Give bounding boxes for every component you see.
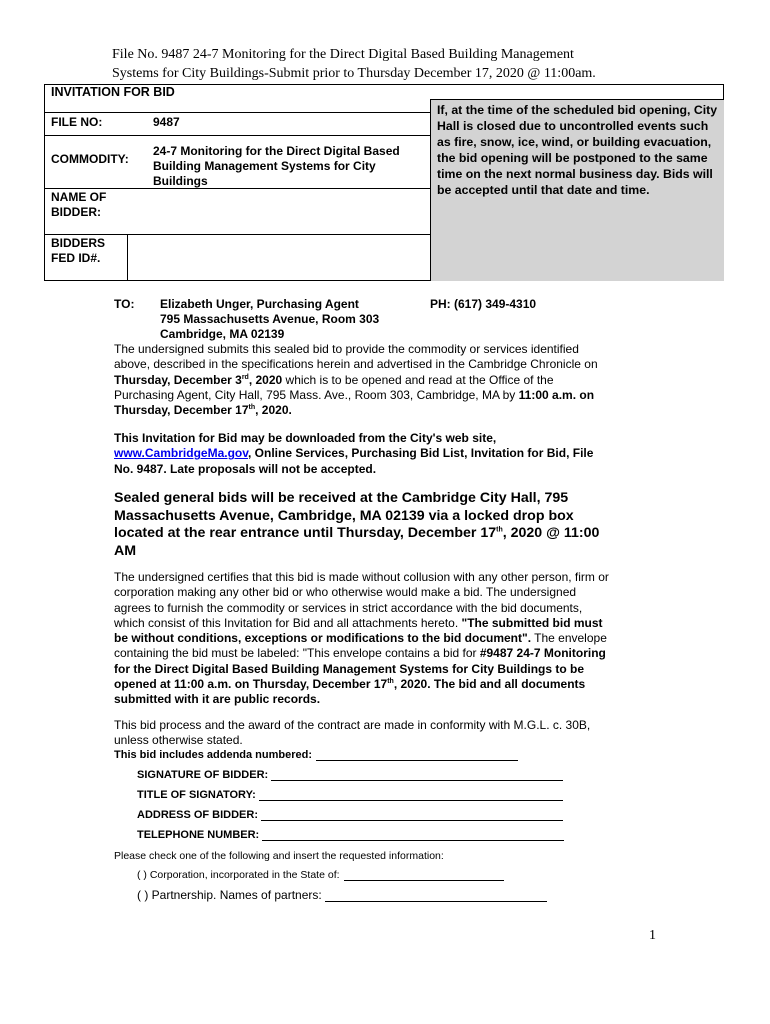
telephone-label: TELEPHONE NUMBER: [137,829,260,841]
title-field [137,788,563,801]
partners-input-line[interactable] [325,889,547,902]
intro-paragraph: The undersigned submits this sealed bid to provide the commodity or services identified above, described in the specifications herein and advertised in the Cambridge Chronicle on Thursday, December 3rd, 2020 which is to be opened and read at the Office of the Purchasing Agent, City Hall, 795 Mass. Ave., Room 303, Cambridge, MA by 11:00 a.m. on Thursday, December 17th, 2020. [114,342,598,418]
corporation-state-input-line[interactable] [344,868,504,881]
check-instruction: Please check one of the following and insert the requested information: [114,850,444,862]
to-line-1: Elizabeth Unger, Purchasing Agent [160,297,359,311]
file-no-value: 9487 [153,115,180,129]
closure-notice: If, at the time of the scheduled bid opening, City Hall is closed due to uncontrolled events such as fire, snow, ice, wind, or building evacuation, the bid opening will be postponed to the same time on the next normal business day. Bids will be accepted until that date and time. [437,103,718,197]
telephone-field [137,828,564,841]
address-label: ADDRESS OF BIDDER: [137,809,259,821]
to-line-3: Cambridge, MA 02139 [160,327,285,341]
to-line-2: 795 Massachusetts Avenue, Room 303 [160,312,380,326]
signature-label: SIGNATURE OF BIDDER: [137,769,269,781]
document-header-line-2: Systems for City Buildings-Submit prior to Thursday December 17, 2020 @ 11:00am. [112,66,596,81]
purchasing-phone: PH: (617) 349-4310 [430,297,537,311]
file-no-label: FILE NO: [51,115,103,129]
to-label: TO: [114,297,135,311]
bidders-fed-id-label-2: FED ID#. [51,251,101,265]
bidders-fed-id-label-1: BIDDERS [51,236,106,250]
row-divider [45,188,430,189]
page-number: 1 [649,928,656,943]
signature-input-line[interactable] [271,768,563,781]
commodity-label: COMMODITY: [51,152,129,166]
name-of-bidder-label-1: NAME OF [51,190,107,204]
partnership-label: ( ) Partnership. Names of partners: [137,888,322,902]
city-website-link[interactable]: www.CambridgeMa.gov [114,446,249,461]
commodity-value: 24-7 Monitoring for the Direct Digital Based Building Management Systems for City Buildings [153,144,400,188]
corporation-option[interactable] [137,868,504,881]
signature-field [137,768,563,781]
partnership-option[interactable] [137,888,547,902]
address-field [137,808,563,821]
name-of-bidder-label-2: BIDDER: [51,205,101,219]
document-header-line-1: File No. 9487 24-7 Monitoring for the Direct Digital Based Building Management [112,47,574,62]
column-divider [127,234,128,280]
row-divider [45,135,430,136]
download-paragraph: This Invitation for Bid may be downloaded from the City's web site, www.CambridgeMa.gov, Online Services, Purchasing Bid List, Invitation for Bid, File No. 9487. Late proposals will not be accepted. [114,431,594,476]
bid-form-table [44,84,724,281]
row-divider [45,112,430,113]
telephone-input-line[interactable] [262,828,564,841]
title-input-line[interactable] [259,788,563,801]
notice-cell [430,99,724,281]
conformity-statement: This bid process and the award of the contract are made in conformity with M.G.L. c. 30B, unless otherwise stated. [114,718,591,748]
certification-paragraph: The undersigned certifies that this bid is made without collusion with any other person, firm or corporation making any other bid or who otherwise would make a bid. The undersigned agrees to furnish the commodity or services in strict accordance with the bid documents, which consist of this Invitation for Bid and all attachments hereto. "The submitted bid must be without conditions, exceptions or modifications to the bid document". The envelope containing the bid must be labeled: "This envelope contains a bid for #9487 24-7 Monitoring for the Direct Digital Based Building Management Systems for City Buildings to be opened at 11:00 a.m. on Thursday, December 17th, 2020. The bid and all documents submitted with it are public records. [114,570,609,707]
addenda-label: This bid includes addenda numbered: [114,749,313,761]
addenda-field [114,748,518,761]
invitation-title: INVITATION FOR BID [51,85,175,99]
title-label: TITLE OF SIGNATORY: [137,789,256,801]
sealed-bids-paragraph: Sealed general bids will be received at the Cambridge City Hall, 795 Massachusetts Avenue, Cambridge, MA 02139 via a locked drop box located at the rear entrance until Thursday, December 17th, 2020 @ 11:00 AM [114,490,600,559]
corporation-label: ( ) Corporation, incorporated in the State of: [137,869,340,881]
addenda-input-line[interactable] [316,748,518,761]
row-divider [45,234,430,235]
address-input-line[interactable] [261,808,563,821]
